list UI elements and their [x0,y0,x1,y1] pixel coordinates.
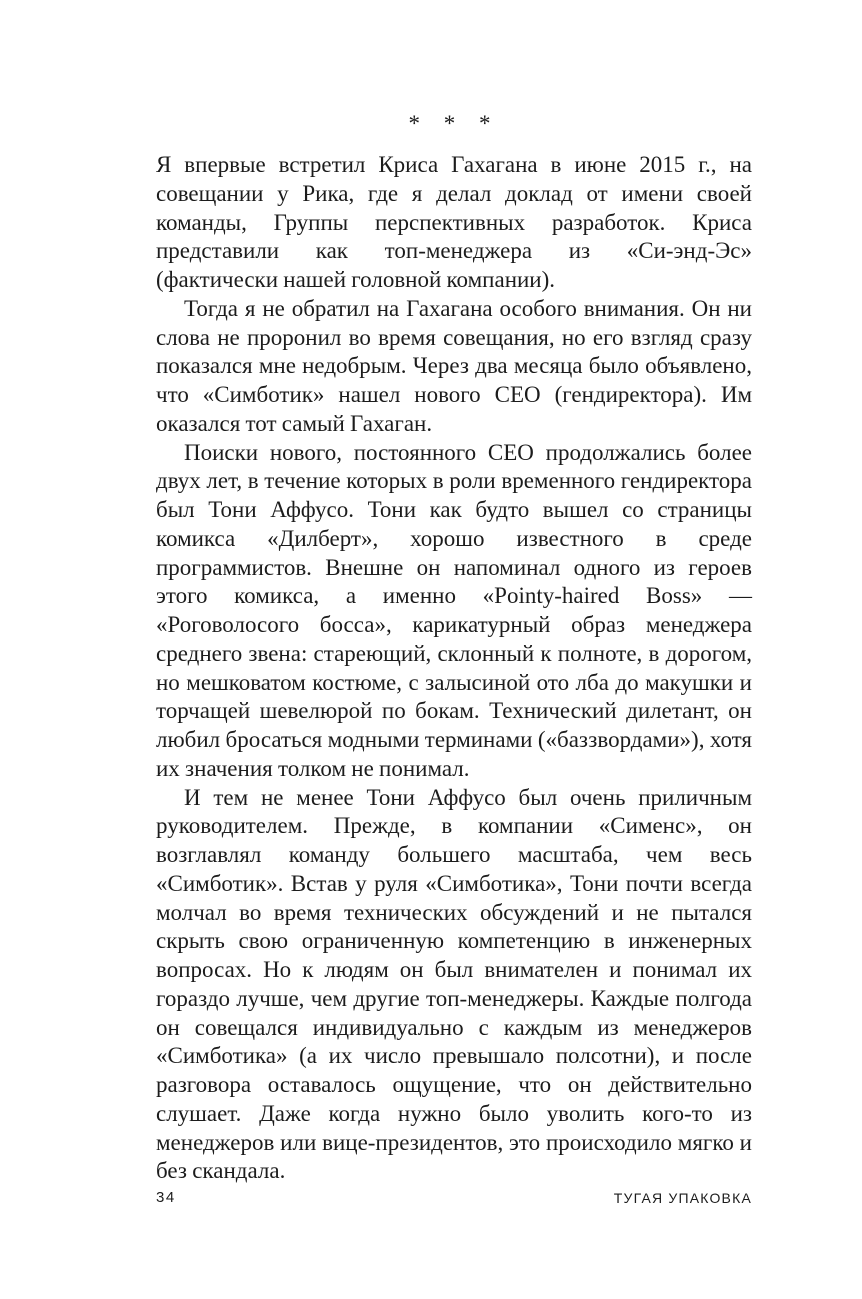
book-page [156,0,752,1299]
paragraph-4: И тем не менее Тони Аффусо был очень приличным руководителем. Прежде, в компании «Сименс», он возглавлял команду большего масштаба, чем весь «Симботик». Встав у руля «Симботика», Тони почти всегда молчал во время технических обсуждений и не пытался скрыть свою ограниченную компетенцию в инженерных вопросах. Но к людям он был внимателен и понимал их гораздо лучше, чем другие топ-менеджеры. Каждые полгода он совещался индивидуально с каждым из менеджеров «Симботика» (а их число превышало полсотни), и после разговора оставалось ощущение, что он действительно слушает. Даже когда нужно было уволить кого-то из менеджеров или вице-президентов, это происходило мягко и без скандала. [156,784,752,1184]
paragraph-1: Я впервые встретил Криса Гахагана в июне 2015 г., на совещании у Рика, где я делал доклад от имени своей команды, Группы перспективных разработок. Криса представили как топ-менеджера из «Си-энд-Эс» (фактически нашей головной компании). [156,152,752,292]
paragraph-2: Тогда я не обратил на Гахагана особого внимания. Он ни слова не проронил во время совещания, но его взгляд сразу показался мне недобрым. Через два месяца было объявлено, что «Симботик» нашел нового CEO (гендиректора). Им оказался тот самый Гахаган. [156,295,752,436]
paragraph-3: Поиски нового, постоянного CEO продолжались более двух лет, в течение которых в роли временного гендиректора был Тони Аффусо. Тони как будто вышел со страницы комикса «Дилберт», хорошо известного в среде программистов. Внешне он напоминал одного из героев этого комикса, а именно «Pointy-haired Boss» — «Роговолосого босса», карикатурный образ менеджера среднего звена: стареющий, склонный к полноте, в дорогом, но мешковатом костюме, с залысиной ото лба до макушки и торчащей шевелюрой по бокам. Технический дилетант, он любил бросаться модными терминами («баззвордами»), хотя их значения толком не понимал. [156,439,752,781]
running-title: ТУГАЯ УПАКОВКА [613,1190,752,1206]
page-footer [156,1187,752,1209]
body-text [156,151,752,1186]
section-separator: * * * [408,111,500,136]
page-number: 34 [156,1189,176,1206]
